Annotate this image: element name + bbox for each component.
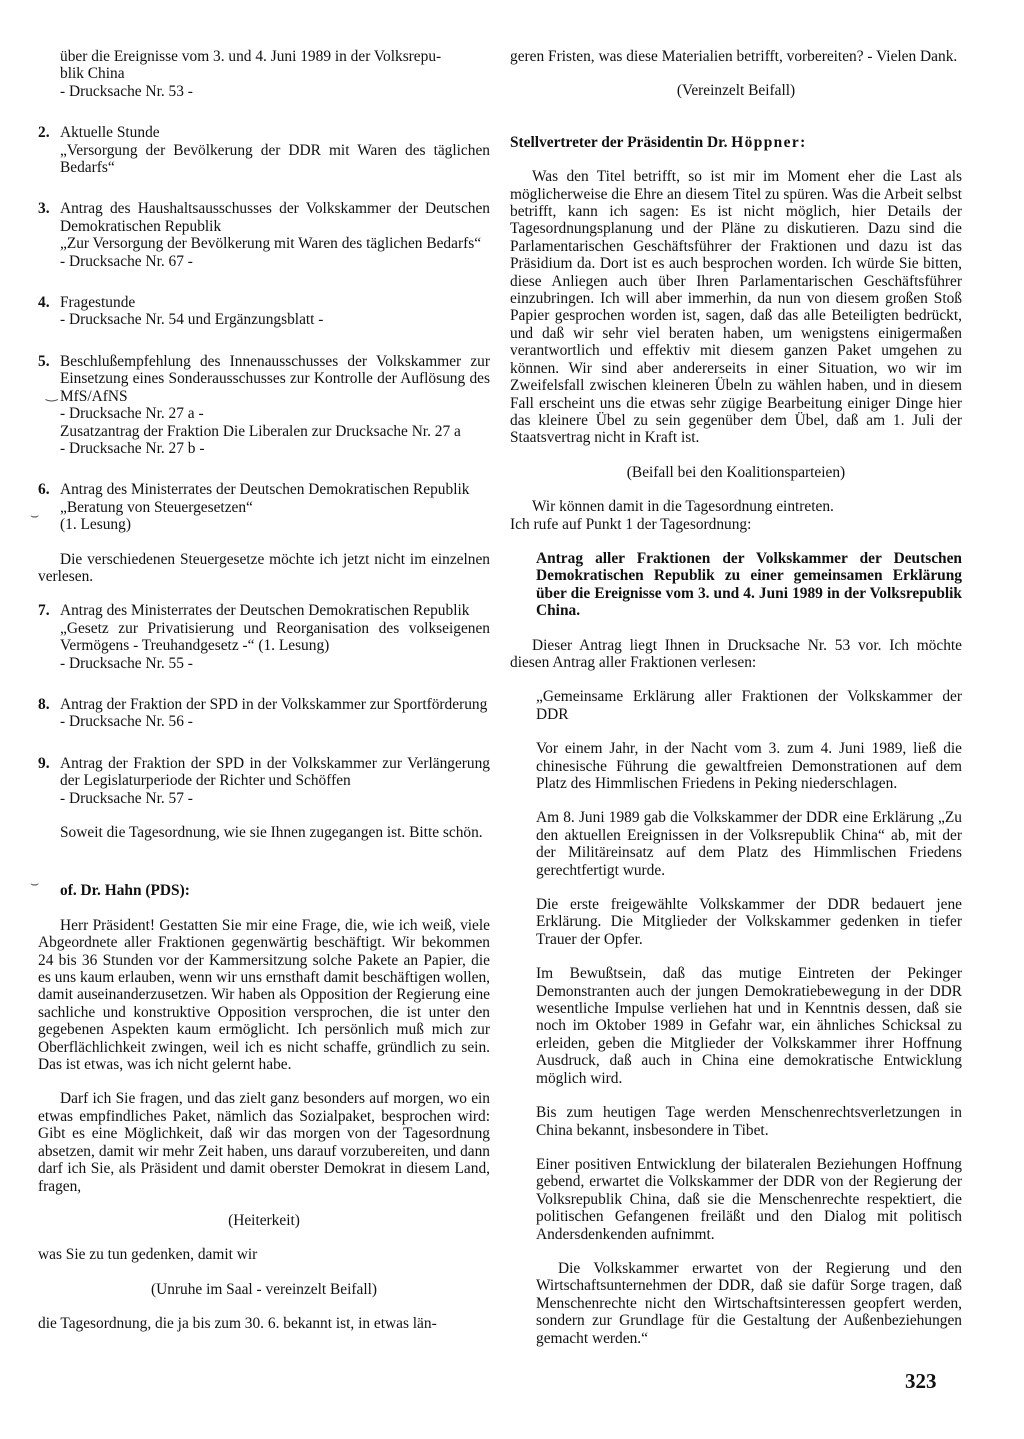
agenda-number: 9.	[38, 754, 50, 772]
speaker-name: Höppner:	[731, 133, 807, 151]
interjection: (Beifall bei den Koalitionsparteien)	[626, 463, 846, 481]
agenda-line: - Drucksache Nr. 54 und Ergänzungsblatt -	[60, 311, 324, 329]
right-column	[510, 48, 962, 1347]
agenda-line: - Drucksache Nr. 57 -	[60, 789, 193, 807]
agenda-number: 3.	[38, 200, 50, 218]
agenda-item-9	[38, 755, 490, 807]
agenda-line: - Drucksache Nr. 55 -	[60, 654, 193, 672]
quote-paragraph: Einer positiven Entwicklung der bilateralen Beziehungen Hoffnung gebend, erwartet die Volkskammer der DDR von der Regierung der Volksrepublik China, daß sie die Menschenrechte respektiert, die politischen Gefangenen freiläßt und den Dialog mit politisch Andersdenkenden aufnimmt.	[536, 1155, 962, 1243]
paragraph: Herr Präsident! Gestatten Sie mir eine Frage, die, wie ich weiß, viele Abgeordnete aller Fraktionen gegenwärtig beschäftigt. Wir bekommen 24 bis 36 Stunden vor der Kammersitzung solche Pakete an Papier, die es uns kaum erlauben, wenn wir uns ernsthaft damit beschäftigen wollen, damit auseinanderzusetzen. Wir haben als Opposition der Regierung eine sachliche und konstruktive Opposition versprochen, die ist unter den gegebenen Aspekten kaum ermöglicht. Ich persönlich muß mich zur Oberflächlichkeit zwingen, weil ich es nicht schaffe, gründlich zu sein. Das ist etwas, was ich nicht gelernt habe.	[38, 916, 490, 1074]
page-number: 323	[905, 1369, 937, 1393]
agenda-item-1-continuation	[38, 48, 490, 100]
agenda-line: „Beratung von Steuergesetzen“	[60, 498, 253, 516]
quote-paragraph: Die erste freigewählte Volkskammer der DDR bedauert jene Erklärung. Die Mitglieder der Volkskammer gedenken in tiefer Trauer der Opfer.	[536, 896, 962, 948]
agenda-line: - Drucksache Nr. 27 b -	[60, 439, 205, 457]
agenda-number: 2.	[38, 124, 50, 142]
agenda-number: 7.	[38, 602, 50, 620]
agenda-line: Fragestunde	[60, 294, 136, 312]
agenda-line: über die Ereignisse vom 3. und 4. Juni 1989 in der Volksrepu-	[60, 48, 442, 65]
paragraph: Ich rufe auf Punkt 1 der Tagesordnung:	[510, 515, 752, 533]
agenda-item-6	[38, 481, 490, 533]
interjection: (Unruhe im Saal - vereinzelt Beifall)	[150, 1280, 378, 1298]
agenda-item-3	[38, 200, 490, 270]
quote-title: „Gemeinsame Erklärung aller Fraktionen der Volkskammer der DDR	[536, 688, 962, 723]
agenda-line: Antrag des Ministerrates der Deutschen Demokratischen Republik	[60, 602, 470, 620]
agenda-item-7	[38, 602, 490, 672]
interjection: (Vereinzelt Beifall)	[676, 82, 796, 100]
quote-paragraph: Am 8. Juni 1989 gab die Volkskammer der DDR eine Erklärung „Zu den aktuellen Ereignissen in der Volksrepublik China“ ab, mit der der Militäreinsatz auf dem Platz des Himmlischen Friedens gerechtfertigt wurde.	[536, 809, 962, 879]
agenda-item-8	[38, 696, 490, 731]
agenda-line: Antrag der Fraktion der SPD in der Volkskammer zur Verlängerung der Legislaturperiode der Richter und Schöffen	[60, 754, 490, 790]
agenda-item-2	[38, 124, 490, 176]
scan-mark: ⌣	[30, 509, 40, 524]
agenda-line: Antrag des Ministerrates der Deutschen Demokratischen Republik	[60, 481, 470, 499]
scan-mark: ‿	[46, 387, 58, 402]
quote-paragraph: Bis zum heutigen Tage werden Menschenrechtsverletzungen in China bekannt, insbesondere in Tibet.	[536, 1104, 962, 1139]
agenda-line: Beschlußempfehlung des Innenausschusses der Volkskammer zur Einsetzung eines Sonderausschusses zur Kontrolle der Auflösung des MfS/AfNS	[60, 352, 490, 405]
agenda-number: 6.	[38, 481, 50, 499]
agenda-motion-title: Antrag aller Fraktionen der Volkskammer der Deutschen Demokratischen Republik zu einer gemeinsamen Erklärung über die Ereignisse vom 3. und 4. Juni 1989 in der Volksrepublik China.	[536, 549, 962, 620]
interjection: (Heiterkeit)	[228, 1211, 300, 1229]
paragraph: Darf ich Sie fragen, und das zielt ganz besonders auf morgen, wo ein etwas empfindliches Paket, nämlich das Sozialpaket, besprochen wird: Gibt es eine Möglichkeit, daß wir das morgen von der Tagesordnung absetzen, damit wir mehr Zeit haben, uns darauf vorzubereiten, und dann darf ich Sie, als Präsident und damit oberster Demokrat in diesem Land, fragen,	[38, 1090, 490, 1195]
agenda-line: Aktuelle Stunde	[60, 124, 160, 142]
agenda-number: 4.	[38, 294, 50, 312]
agenda-line: Antrag der Fraktion der SPD in der Volkskammer zur Sportförderung	[60, 695, 488, 713]
speaker-heading	[510, 134, 962, 151]
agenda-line: „Versorgung der Bevölkerung der DDR mit Waren des täglichen Bedarfs“	[60, 141, 490, 177]
speaker-heading: of. Dr. Hahn (PDS):	[60, 882, 190, 900]
quote-paragraph: Die Volkskammer erwartet von der Regierung und den Wirtschaftsunternehmen der DDR, daß sie dafür Sorge tragen, daß Menschenrechte nicht den Wirtschaftsinteressen geopfert werden, sondern zur Grundlage für die Gestaltung der Außenbeziehungen gemacht werden.“	[536, 1259, 962, 1347]
quote-paragraph: Vor einem Jahr, in der Nacht vom 3. zum 4. Juni 1989, ließ die chinesische Führung die gewaltfreien Demonstrationen auf dem Platz des Himmlischen Friedens in Peking niederschlagen.	[536, 740, 962, 792]
paragraph: was Sie zu tun gedenken, damit wir	[38, 1246, 258, 1264]
scan-mark: ⌣	[30, 877, 40, 892]
agenda-line: blik China	[60, 65, 125, 83]
paragraph: Wir können damit in die Tagesordnung eintreten.	[532, 498, 834, 516]
agenda-line: - Drucksache Nr. 27 a -	[60, 405, 204, 423]
quote-paragraph: Im Bewußtsein, daß das mutige Eintreten der Pekinger Demonstranten auch der jungen Demokratiebewegung in der DDR wesentliche Impulse verliehen hat und in Kenntnis dessen, daß sie noch im Oktober 1989 in Gefahr war, ein ähnliches Schicksal zu erleiden, geben die Mitglieder der Volkskammer ihrer Hoffnung Ausdruck, daß auch in China eine demokratische Entwicklung möglich wird.	[536, 965, 962, 1087]
paragraph: Was den Titel betrifft, so ist mir im Moment eher die Last als möglicherweise die Ehre an diesem Titel zu spüren. Was die Arbeit selbst betrifft, kann ich sagen: Es ist nicht möglich, hier Details der Tagesordnungsplanung und der Pläne zu diskutieren. Dazu sind die Parlamentarischen Geschäftsführer der Fraktionen und dazu ist das Präsidium da. Dort ist es auch besprochen worden. Ich würde Sie bitten, diese Anliegen auch über Ihren Parlamentarischen Geschäftsführer einzubringen. Ich will aber immerhin, da nun von diesem großen Stoß Papier gesprochen worden ist, sagen, daß das alle Beteiligten bedrückt, und daß wir sehr viel beraten haben, um wenigstens einigermaßen verantwortlich und effektiv mit diesem ganzen Paket umgehen zu können. Wir sind aber andererseits in einer Situation, wo wir im Zweifelsfall zwischen kleineren Übeln zu wählen haben, und in diesem Fall erscheint uns die etwas sehr zügige Bearbeitung einiger Dinge hier das kleinere Übel zu sein gegenüber dem Übel, daß am 1. Juli der Staatsvertrag nicht in Kraft ist.	[510, 168, 962, 447]
agenda-line: - Drucksache Nr. 67 -	[60, 252, 193, 270]
paragraph: Die verschiedenen Steuergesetze möchte ich jetzt nicht im einzelnen verlesen.	[38, 550, 490, 585]
agenda-number: 8.	[38, 695, 50, 713]
paragraph: Dieser Antrag liegt Ihnen in Drucksache Nr. 53 vor. Ich möchte diesen Antrag aller Fraktionen verlesen:	[510, 636, 962, 671]
agenda-line: „Gesetz zur Privatisierung und Reorganisation des volkseigenen Vermögens - Treuhandgesetz -“ (1. Lesung)	[60, 619, 490, 655]
agenda-item-4	[38, 294, 490, 329]
paragraph: Soweit die Tagesordnung, wie sie Ihnen zugegangen ist. Bitte schön.	[60, 824, 483, 841]
agenda-line: - Drucksache Nr. 53 -	[60, 82, 193, 100]
agenda-line: (1. Lesung)	[60, 516, 131, 534]
agenda-line: Zusatzantrag der Fraktion Die Liberalen zur Drucksache Nr. 27 a	[60, 422, 461, 440]
speaker-role: Stellvertreter der Präsidentin Dr.	[510, 133, 732, 151]
agenda-line: Antrag des Haushaltsausschusses der Volkskammer der Deutschen Demokratischen Republik	[60, 200, 490, 235]
left-column	[38, 48, 490, 1333]
agenda-number: 5.	[38, 352, 50, 370]
declaration-quote	[510, 688, 962, 1347]
agenda-item-5	[38, 353, 490, 457]
paragraph: geren Fristen, was diese Materialien betrifft, vorbereiten? - Vielen Dank.	[510, 48, 958, 65]
paragraph: die Tagesordnung, die ja bis zum 30. 6. bekannt ist, in etwas län-	[38, 1315, 437, 1333]
agenda-line: - Drucksache Nr. 56 -	[60, 713, 193, 731]
agenda-line: „Zur Versorgung der Bevölkerung mit Waren des täglichen Bedarfs“	[60, 235, 482, 253]
